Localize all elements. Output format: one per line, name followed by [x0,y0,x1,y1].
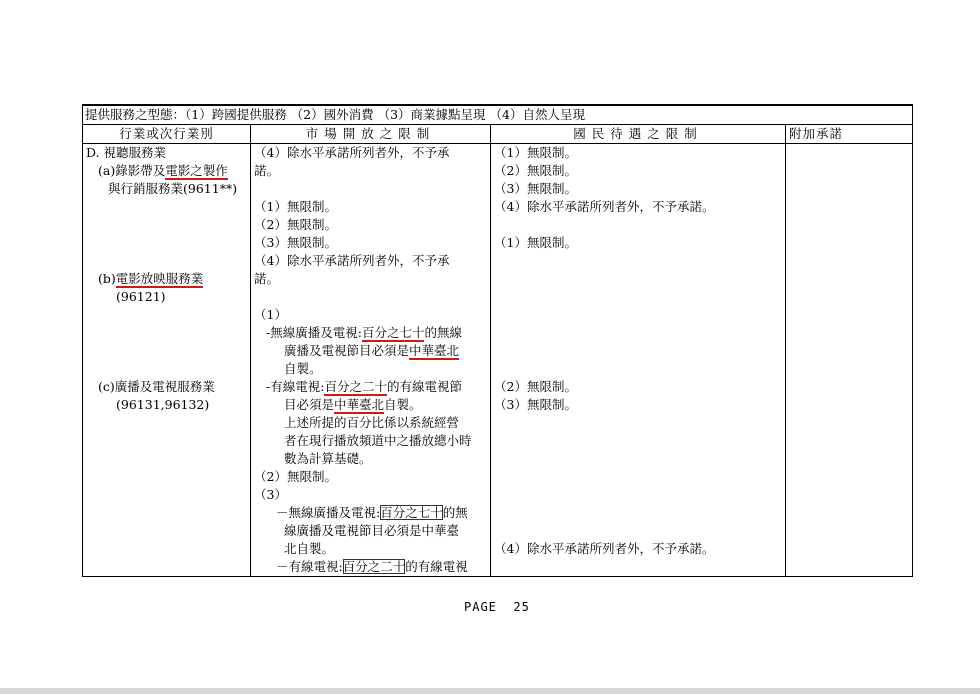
national-treatment-cell [491,144,786,577]
ma-c12-pre: －無線廣播及電視: [276,505,381,520]
ma-c-line8: 者在現行播放頻道中之播放總小時 [284,433,472,448]
ma-c15-pre: －有線電視: [276,559,343,574]
ma-c3-pre: 廣播及電視節目必須是 [284,343,410,358]
commitment-schedule-table [82,104,913,577]
ma-a-line2: 諾。 [254,163,280,178]
ma-c-line5 [254,378,487,396]
ma-c-line7: 上述所提的百分比係以系統經營 [284,415,460,430]
ma-c12-boxed: 百分之七十 [380,505,443,520]
ma-c-line6 [254,396,487,414]
sector-c-line1: (c)廣播及電視服務業 [98,379,215,394]
ma-c-line11: （3） [254,487,287,502]
ma-c-line1: （1） [254,307,287,322]
ma-c-line15 [254,558,487,576]
nt-a-line4: （4）除水平承諾所列者外，不予承諾。 [494,199,715,214]
sector-a-underlined: 電影之製作 [165,163,228,178]
ma-c5-underlined: 百分之二十 [324,379,387,394]
nt-c-line2: （2）無限制。 [494,379,577,394]
sector-b-prefix: (b) [98,271,116,286]
nt-a-line1: （1）無限制。 [494,145,577,160]
column-header-market-access: 市場開放之限制 [251,125,491,144]
ma-c2-underlined: 百分之七十 [361,325,425,340]
additional-commitments-cell [786,144,913,577]
ma-c5-post: 的有線電視節 [386,379,462,394]
ma-c-line2 [254,324,487,342]
market-access-cell [251,144,491,577]
sector-a-line1 [86,162,247,180]
ma-c2-pre: -無線廣播及電視: [266,325,362,340]
nt-c-line3: （3）無限制。 [494,397,577,412]
sector-c-code: (96131,96132) [116,397,210,412]
sector-b-underlined: 電影放映服務業 [115,271,204,286]
column-header-national-treatment: 國民待遇之限制 [491,125,786,144]
page-label: PAGE [464,600,497,614]
ma-c-line10: （2）無限制。 [254,469,337,484]
sector-a-line2: 與行銷服務業(9611**) [108,181,238,196]
ma-c6-underlined: 中華臺北 [334,397,385,412]
ma-b-line2: （2）無限制。 [254,217,337,232]
sector-cell [83,144,251,577]
audiovisual-services-row [83,144,913,577]
ma-c-line13: 線廣播及電視節目必須是中華臺 [284,523,460,538]
sector-b-code: (96121) [116,289,166,304]
page-number: 25 [513,600,530,614]
ma-c5-pre: -有線電視: [266,379,325,394]
ma-c-line3 [254,342,487,360]
nt-a-line2: （2）無限制。 [494,163,577,178]
column-header-sector: 行業或次行業別 [83,125,251,144]
supply-modes-text: 提供服務之型態：（1）跨國提供服務 （2）國外消費 （3）商業據點呈現 （4）自然人呈現 [83,105,913,125]
ma-c-line14: 北自製。 [284,541,335,556]
ma-b-line4: （4）除水平承諾所列者外，不予承 [254,253,450,268]
ma-c15-post: 的有線電視 [405,559,468,574]
nt-a-line3: （3）無限制。 [494,181,577,196]
nt-b-line1: （1）無限制。 [494,235,577,250]
ma-b-line3: （3）無限制。 [254,235,337,250]
nt-c-line4: （4）除水平承諾所列者外，不予承諾。 [494,541,715,556]
ma-b-line5: 諾。 [254,271,280,286]
ma-c15-boxed: 百分之二十 [342,559,406,574]
supply-modes-row [83,105,913,125]
ma-c-line4: 自製。 [284,361,322,376]
column-header-row [83,125,913,144]
ma-c-line12 [254,504,487,522]
page-bottom-edge [0,688,980,694]
ma-b-line1: （1）無限制。 [254,199,337,214]
ma-c3-underlined: 中華臺北 [409,343,460,358]
column-header-additional: 附加承諾 [786,125,913,144]
sector-b-line1 [86,270,247,288]
ma-c6-pre: 目必須是 [284,397,335,412]
ma-a-line1: （4）除水平承諾所列者外，不予承 [254,145,450,160]
sector-a-prefix: (a)錄影帶及 [98,163,166,178]
sector-title: D. 視聽服務業 [86,145,167,160]
ma-c6-post: 自製。 [384,397,422,412]
ma-c2-post: 的無線 [424,325,462,340]
page-footer [464,600,530,614]
ma-c-line9: 數為計算基礎。 [284,451,372,466]
ma-c12-post: 的無 [442,505,468,520]
